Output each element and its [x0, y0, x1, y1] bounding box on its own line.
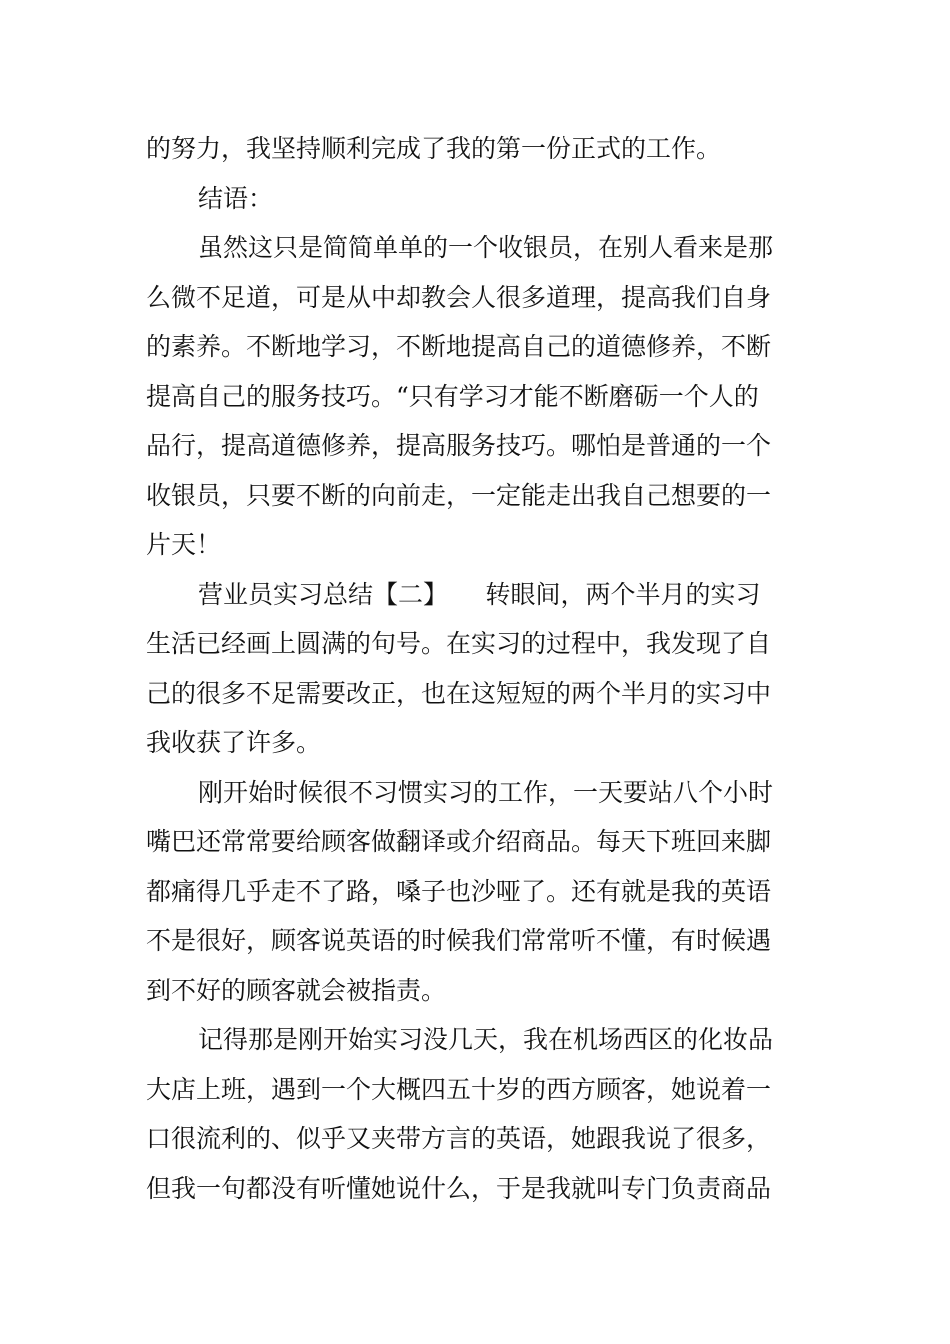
text-line: 片天！ — [146, 530, 222, 559]
text-line: 结语： — [198, 183, 274, 213]
text-line: 提高自己的服务技巧。“只有学习才能不断磨砺一个人的 — [146, 381, 759, 411]
text-line: 营业员实习总结【二】 转眼间，两个半月的实习 — [198, 579, 761, 609]
text-line: 的素养。不断地学习，不断地提高自己的道德修养，不断 — [146, 332, 772, 361]
text-line: 嘴巴还常常要给顾客做翻译或介绍商品。每天下班回来脚 — [146, 827, 772, 856]
text-line: 到不好的顾客就会被指责。 — [146, 975, 447, 1005]
text-line: 都痛得几乎走不了路，嗓子也沙哑了。还有就是我的英语 — [146, 876, 772, 906]
text-line: 么微不足道，可是从中却教会人很多道理，提高我们自身 — [146, 282, 772, 312]
text-line: 己的很多不足需要改正，也在这短短的两个半月的实习中 — [146, 678, 772, 708]
text-line: 口很流利的、似乎又夹带方言的英语，她跟我说了很多， — [146, 1124, 772, 1153]
text-line: 但我一句都没有听懂她说什么，于是我就叫专门负责商品 — [146, 1173, 772, 1203]
text-line: 收银员，只要不断的向前走，一定能走出我自己想要的一 — [146, 480, 772, 510]
text-line: 不是很好，顾客说英语的时候我们常常听不懂，有时候遇 — [146, 926, 772, 955]
text-line: 品行，提高道德修养，提高服务技巧。哪怕是普通的一个 — [146, 431, 772, 460]
text-line: 虽然这只是简简单单的一个收银员，在别人看来是那 — [198, 233, 774, 262]
text-line: 刚开始时候很不习惯实习的工作，一天要站八个小时 — [198, 777, 774, 807]
text-line: 生活已经画上圆满的句号。在实习的过程中，我发现了自 — [146, 629, 772, 658]
text-line: 大店上班，遇到一个大概四五十岁的西方顾客，她说着一 — [146, 1074, 772, 1104]
document-body — [146, 124, 810, 1213]
text-line: 的努力，我坚持顺利完成了我的第一份正式的工作。 — [146, 134, 722, 163]
text-line: 记得那是刚开始实习没几天，我在机场西区的化妆品 — [198, 1025, 774, 1054]
text-line: 我收获了许多。 — [146, 728, 322, 757]
